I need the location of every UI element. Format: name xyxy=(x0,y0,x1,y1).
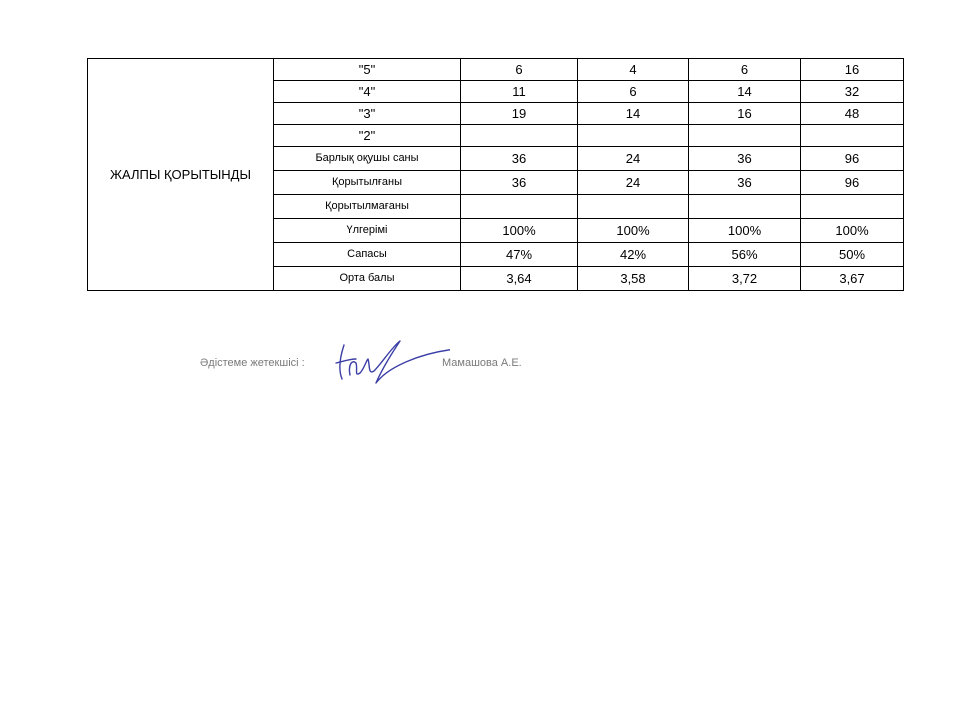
table-row xyxy=(88,59,904,81)
value-cell: 11 xyxy=(461,81,578,103)
value-cell: 36 xyxy=(461,171,578,195)
value-cell: 32 xyxy=(801,81,904,103)
value-cell: 100% xyxy=(461,219,578,243)
value-cell: 100% xyxy=(578,219,689,243)
value-cell: 36 xyxy=(689,147,801,171)
value-cell: 50% xyxy=(801,243,904,267)
value-cell: 47% xyxy=(461,243,578,267)
value-cell: 3,67 xyxy=(801,267,904,291)
row-label-cell: "4" xyxy=(274,81,461,103)
value-cell: 96 xyxy=(801,147,904,171)
value-cell: 36 xyxy=(461,147,578,171)
value-cell xyxy=(578,195,689,219)
row-label-cell: Сапасы xyxy=(274,243,461,267)
value-cell: 96 xyxy=(801,171,904,195)
value-cell: 6 xyxy=(689,59,801,81)
row-label-cell: Қорытылғаны xyxy=(274,171,461,195)
value-cell: 3,72 xyxy=(689,267,801,291)
value-cell: 6 xyxy=(578,81,689,103)
results-summary-table xyxy=(87,58,904,291)
row-label-cell: Орта балы xyxy=(274,267,461,291)
value-cell xyxy=(689,125,801,147)
signature-block xyxy=(200,335,580,395)
row-label-cell: "2" xyxy=(274,125,461,147)
signature-caption: Әдістеме жетекшісі : xyxy=(200,357,305,369)
handwritten-signature xyxy=(330,335,450,390)
value-cell: 4 xyxy=(578,59,689,81)
value-cell: 6 xyxy=(461,59,578,81)
value-cell: 24 xyxy=(578,147,689,171)
value-cell: 100% xyxy=(689,219,801,243)
value-cell: 100% xyxy=(801,219,904,243)
value-cell: 3,58 xyxy=(578,267,689,291)
value-cell: 24 xyxy=(578,171,689,195)
value-cell: 36 xyxy=(689,171,801,195)
value-cell: 42% xyxy=(578,243,689,267)
value-cell: 48 xyxy=(801,103,904,125)
group-label-cell: ЖАЛПЫ ҚОРЫТЫНДЫ xyxy=(88,59,274,291)
value-cell: 56% xyxy=(689,243,801,267)
value-cell xyxy=(689,195,801,219)
row-label-cell: Барлық оқушы саны xyxy=(274,147,461,171)
value-cell: 14 xyxy=(578,103,689,125)
row-label-cell: Үлгерімі xyxy=(274,219,461,243)
signatory-name: Мамашова А.Е. xyxy=(442,357,522,369)
row-label-cell: Қорытылмағаны xyxy=(274,195,461,219)
value-cell: 14 xyxy=(689,81,801,103)
value-cell: 16 xyxy=(801,59,904,81)
row-label-cell: "5" xyxy=(274,59,461,81)
value-cell: 3,64 xyxy=(461,267,578,291)
value-cell xyxy=(461,195,578,219)
value-cell xyxy=(801,125,904,147)
value-cell: 19 xyxy=(461,103,578,125)
value-cell: 16 xyxy=(689,103,801,125)
row-label-cell: "3" xyxy=(274,103,461,125)
value-cell xyxy=(801,195,904,219)
value-cell xyxy=(578,125,689,147)
value-cell xyxy=(461,125,578,147)
